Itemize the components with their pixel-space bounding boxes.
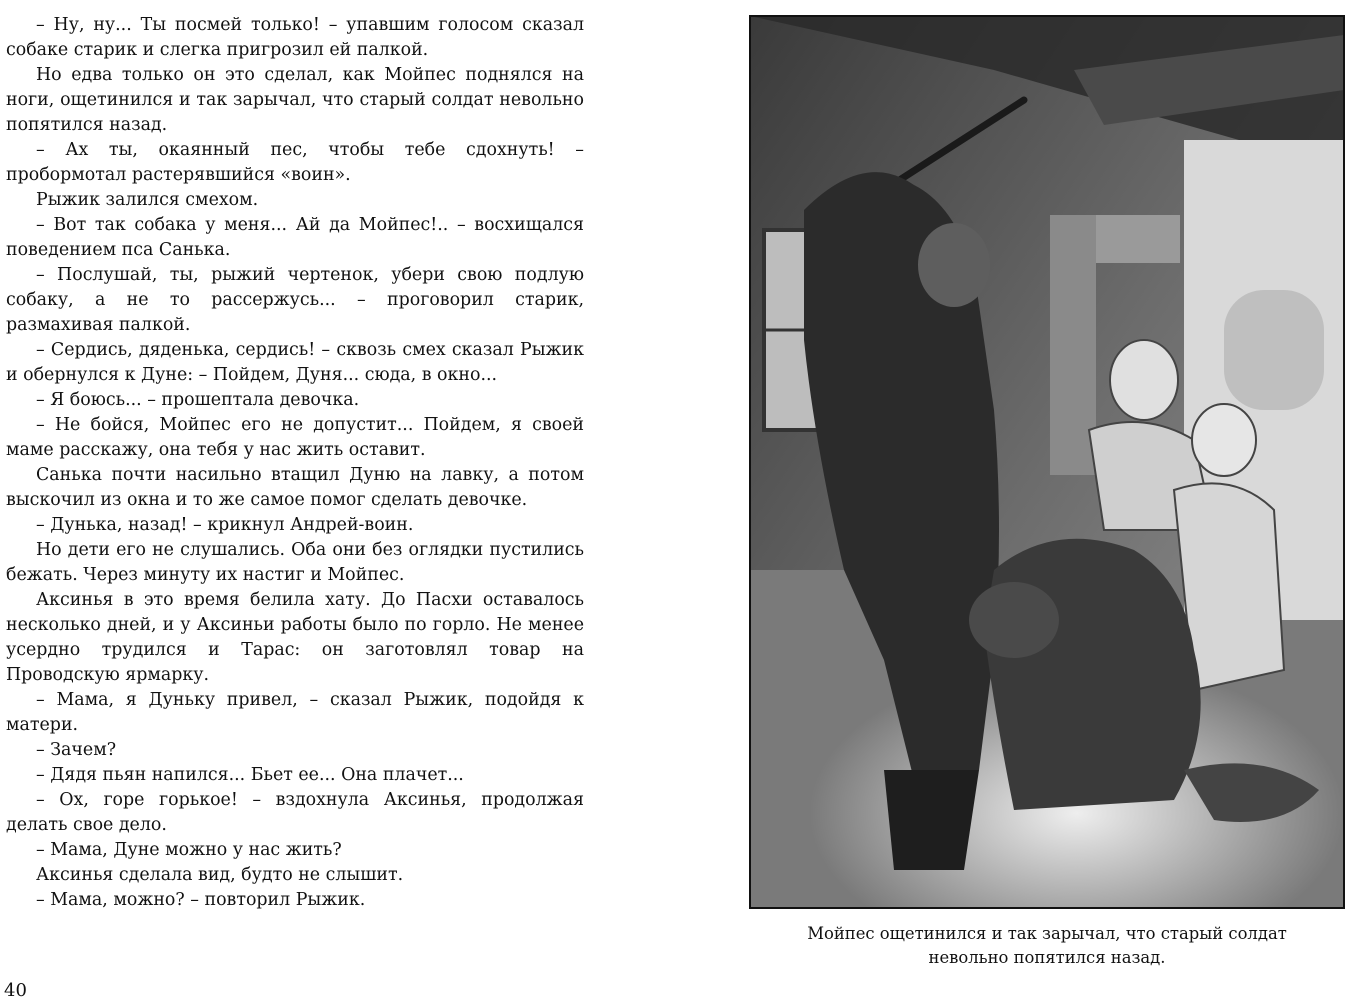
paragraph: Рыжик залился смехом.	[36, 190, 259, 210]
paragraph: Но дети его не слушались. Оба они без оглядки пустились бежать. Через минуту их настиг и Мойпес.	[6, 540, 584, 585]
paragraph: – Ах ты, окаянный пес, чтобы тебе сдохнуть! – пробормотал растерявшийся «воин».	[6, 140, 584, 185]
girl-head	[1192, 404, 1256, 476]
text-column	[6, 13, 584, 913]
paragraph: – Мама, Дуне можно у нас жить?	[36, 840, 342, 860]
page-number: 40	[4, 980, 27, 1001]
old-soldier-legs	[884, 770, 979, 870]
caption-line: невольно попятился назад.	[928, 948, 1166, 967]
paragraph: – Сердись, дяденька, сердись! – сквозь смех сказал Рыжик и обернулся к Дуне: – Пойдем, Дуня... сюда, в окно...	[6, 340, 584, 385]
paragraph: – Послушай, ты, рыжий чертенок, убери свою подлую собаку, а не то рассержусь... – проговорил старик, размахивая палкой.	[6, 265, 584, 335]
dog-head	[969, 582, 1059, 658]
paragraph: – Зачем?	[36, 740, 117, 760]
illustration	[744, 10, 1350, 915]
paragraph: Но едва только он это сделал, как Мойпес поднялся на ноги, ощетинился и так зарычал, что старый солдат невольно попятился назад.	[6, 65, 584, 135]
paragraph: – Дядя пьян напился... Бьет ее... Она плачет...	[36, 765, 464, 785]
stove-opening	[1224, 290, 1324, 410]
paragraph: – Мама, можно? – повторил Рыжик.	[36, 890, 366, 910]
paragraph: – Ох, горе горькое! – вздохнула Аксинья, продолжая делать свое дело.	[6, 790, 584, 835]
paragraph: – Не бойся, Мойпес его не допустит... Пойдем, я своей маме расскажу, она тебя у нас жить оставит.	[6, 415, 584, 460]
paragraph: – Ну, ну... Ты посмей только! – упавшим голосом сказал собаке старик и слегка пригрозил ей палкой.	[6, 15, 584, 60]
caption-line: Мойпес ощетинился и так зарычал, что старый солдат	[807, 924, 1287, 943]
paragraph: – Дунька, назад! – крикнул Андрей-воин.	[36, 515, 414, 535]
illustration-drawing	[744, 10, 1350, 915]
paragraph: Санька почти насильно втащил Дуню на лавку, а потом выскочил из окна и то же самое помог сделать девочке.	[6, 465, 584, 510]
paragraph: Аксинья в это время белила хату. До Пасхи оставалось несколько дней, и у Аксиньи работы было по горло. Не менее усердно трудился и Тарас: он заготовлял товар на Проводскую ярмарку.	[6, 590, 584, 685]
paragraph: – Я боюсь... – прошептала девочка.	[36, 390, 360, 410]
illustration-caption	[744, 922, 1350, 970]
old-soldier-head	[918, 223, 990, 307]
paragraph: – Мама, я Дуньку привел, – сказал Рыжик, подойдя к матери.	[6, 690, 584, 735]
paragraph: – Вот так собака у меня... Ай да Мойпес!.. – восхищался поведением пса Санька.	[6, 215, 584, 260]
boy-head	[1110, 340, 1178, 420]
paragraph: Аксинья сделала вид, будто не слышит.	[36, 865, 404, 885]
